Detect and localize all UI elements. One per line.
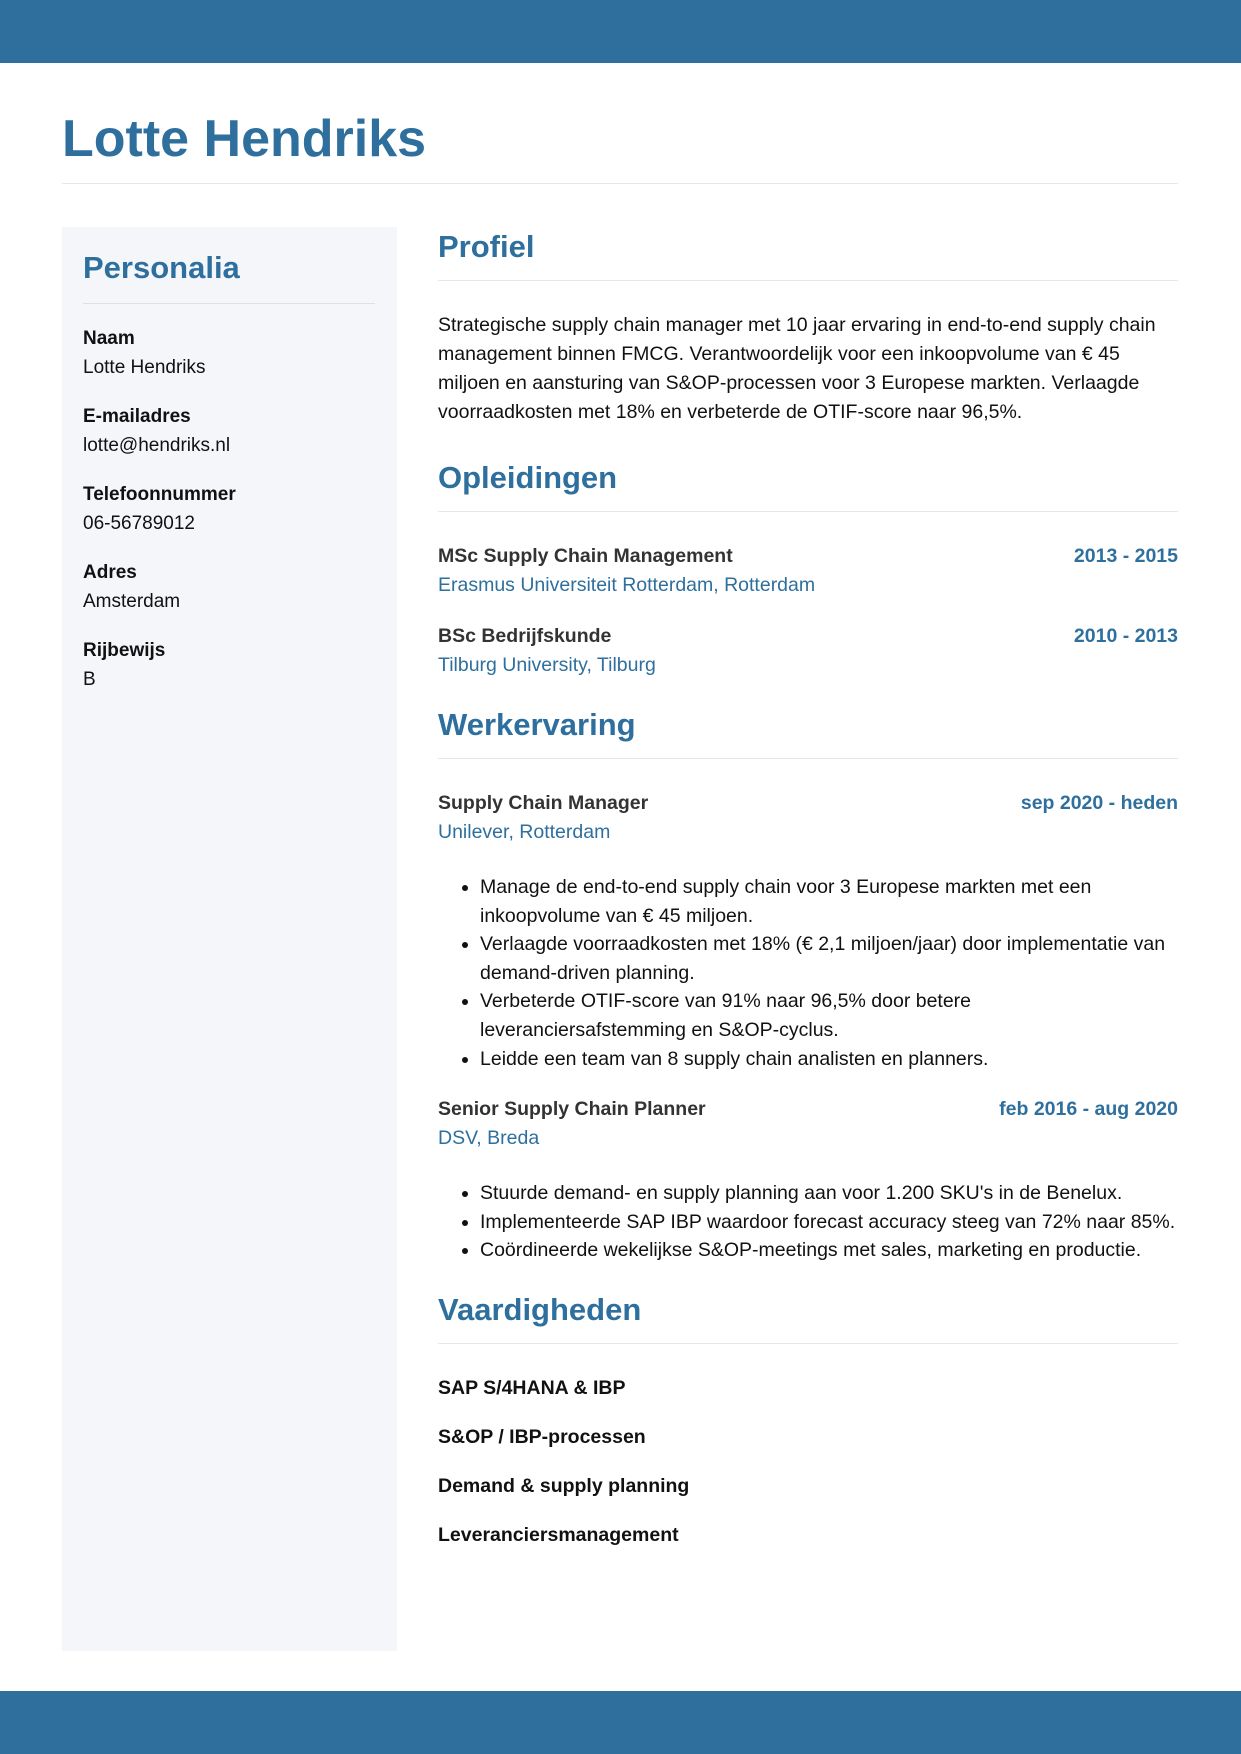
education-school: Erasmus Universiteit Rotterdam, Rotterdam [438,574,816,596]
experience-bullets [438,1179,1178,1265]
experience-role: Supply Chain Manager [438,792,649,814]
page-title: Lotte Hendriks [62,110,427,168]
entry-header [438,1095,1178,1124]
field-adres [83,558,375,616]
section-title-profiel: Profiel [438,229,535,264]
field-rijbewijs [83,636,375,694]
personalia-heading: Personalia [83,250,240,285]
education-degree: BSc Bedrijfskunde [438,625,612,647]
field-value: lotte@hendriks.nl [83,435,231,456]
footer-bar [0,1691,1241,1754]
profile-section [438,224,1178,427]
experience-period: feb 2016 - aug 2020 [999,1098,1178,1121]
field-label: E-mailadres [83,406,191,427]
experience-bullets [438,873,1178,1073]
experience-section [438,702,1178,1265]
sidebar-divider [83,303,375,304]
entry-header [438,622,1178,651]
experience-period: sep 2020 - heden [1020,792,1178,814]
entry-header [438,789,1178,818]
experience-entry [438,789,1178,1073]
field-value: B [83,669,96,690]
section-title-opleidingen: Opleidingen [438,460,618,495]
profile-text: Strategische supply chain manager met 10 jaar ervaring in end-to-end supply chain management binnen FMCG. Verantwoordelijk voor een inkoopvolume van € 45 miljoen en aansturing van S&OP-processen voor 3 Europese markten. Verlaagde voorraadkosten met 18% en verbeterde de OTIF-score naar 96,5%. [438,314,1156,423]
section-divider [438,280,1178,281]
field-telefoon [83,480,375,538]
experience-role: Senior Supply Chain Planner [438,1098,706,1121]
education-school: Tilburg University, Tilburg [438,654,656,676]
title-divider [62,183,1178,184]
list-item: • Verbeterde OTIF-score van 91% naar 96,5% door betere leveranciersafstemming en S&OP-cyclus. [480,987,1178,1044]
field-naam [83,324,375,382]
list-item: • Leidde een team van 8 supply chain analisten en planners. [480,1045,1178,1074]
experience-company: Unilever, Rotterdam [438,821,611,843]
skills-section [438,1287,1178,1550]
list-item: • Manage de end-to-end supply chain voor 3 Europese markten met een inkoopvolume van € 45 miljoen. [480,873,1178,930]
field-label: Naam [83,328,135,349]
list-item: • Implementeerde SAP IBP waardoor forecast accuracy steeg van 72% naar 85%. [480,1208,1178,1237]
field-email [83,402,375,460]
skill-item: SAP S/4HANA & IBP [438,1376,626,1399]
header-bar [0,0,1241,63]
skill-item: Leveranciersmanagement [438,1523,679,1546]
section-divider [438,758,1178,759]
education-degree: MSc Supply Chain Management [438,545,733,567]
section-title-vaardigheden: Vaardigheden [438,1291,642,1327]
section-divider [438,511,1178,512]
education-section [438,455,1178,680]
education-entry [438,622,1178,680]
field-label: Adres [83,562,137,583]
education-period: 2013 - 2015 [1073,545,1178,567]
experience-company: DSV, Breda [438,1127,540,1150]
experience-entry [438,1095,1178,1265]
list-item: • Verlaagde voorraadkosten met 18% (€ 2,1 miljoen/jaar) door implementatie van demand-driven planning. [480,930,1178,987]
field-label: Rijbewijs [83,640,166,661]
education-entry [438,542,1178,600]
list-item: • Coördineerde wekelijkse S&OP-meetings met sales, marketing en productie. [480,1236,1178,1265]
section-divider [438,1343,1178,1344]
field-value: Lotte Hendriks [83,357,206,378]
main-content [438,224,1178,1570]
entry-header [438,542,1178,571]
list-item: • Stuurde demand- en supply planning aan voor 1.200 SKU's in de Benelux. [480,1179,1178,1208]
skill-item: Demand & supply planning [438,1474,690,1497]
skills-list [438,1374,1178,1550]
personalia-sidebar [62,227,397,1651]
field-value: Amsterdam [83,591,181,612]
field-value: 06-56789012 [83,513,195,534]
skill-item: S&OP / IBP-processen [438,1425,646,1448]
education-period: 2010 - 2013 [1073,625,1178,647]
section-title-werkervaring: Werkervaring [438,707,636,742]
field-label: Telefoonnummer [83,484,236,505]
